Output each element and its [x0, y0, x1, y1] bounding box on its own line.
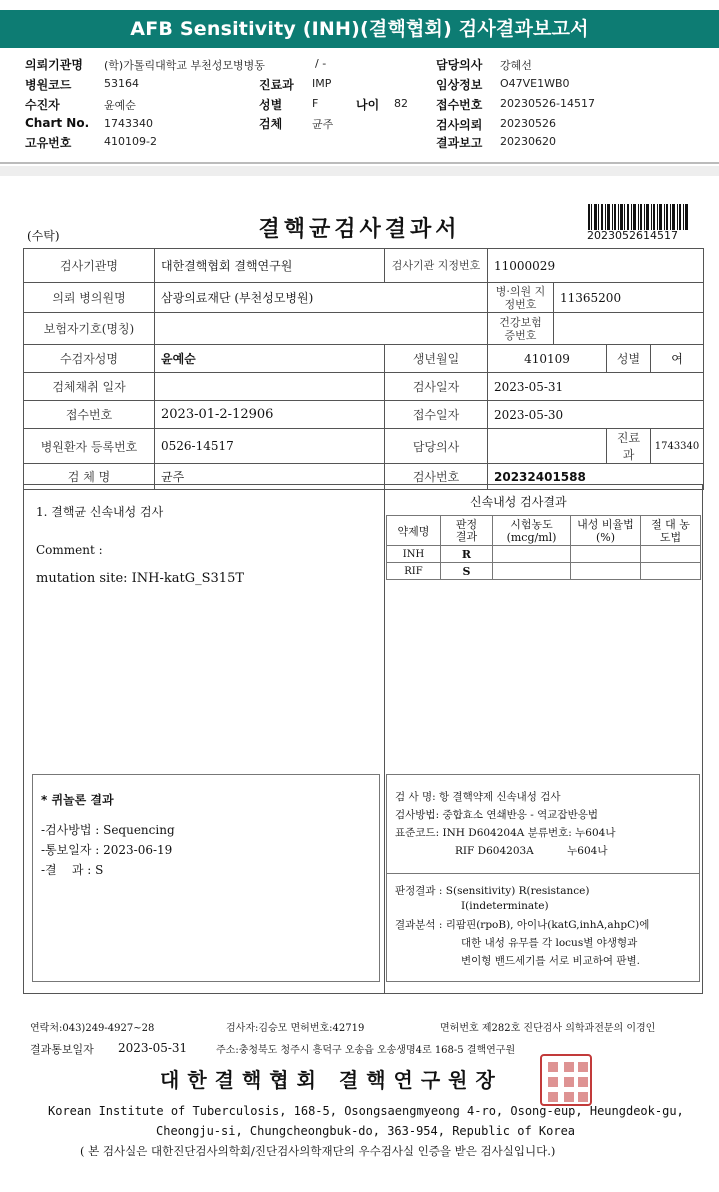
- drug-concentration: [493, 546, 571, 563]
- req-hosp-value: 삼광의료재단 (부천성모병원): [155, 283, 488, 313]
- age-value: 82: [394, 97, 408, 110]
- comment-label: Comment :: [36, 543, 103, 557]
- sex-cell-value: 여: [651, 345, 704, 373]
- lab-code-header: 검사기관 지정번호: [385, 249, 488, 283]
- notify-date-label: 결과통보일자: [30, 1043, 94, 1056]
- consignment-tag: (수탁): [27, 229, 60, 243]
- unique-value: 410109-2: [104, 135, 157, 148]
- document-title: 결핵균검사결과서: [258, 216, 461, 242]
- specimen-label: 검체: [259, 117, 283, 131]
- age-label: 나이: [356, 98, 380, 112]
- quinolone-box: [32, 774, 380, 982]
- test-date-header: 검사일자: [385, 373, 488, 401]
- sex-header: 성별: [607, 345, 651, 373]
- pt-no-header: 병원환자 등록번호: [24, 429, 155, 464]
- report-label: 결과보고: [436, 136, 483, 150]
- report-value: 20230620: [500, 135, 556, 148]
- specimen-header: 검 체 명: [24, 464, 155, 490]
- lab-code-value: 11000029: [488, 249, 704, 283]
- rapid-result-heading: 신속내성 검사결과: [470, 495, 567, 509]
- birth-value: 410109: [488, 345, 607, 373]
- receipt-label: 접수번호: [436, 98, 483, 112]
- examiner-info: 검사자:김승모 면허번호:42719: [226, 1023, 365, 1034]
- dept-label: 진료과: [259, 78, 294, 92]
- drug-ratio: [571, 546, 641, 563]
- doctor-cell-value: [488, 429, 607, 464]
- barcode-icon: [588, 204, 688, 230]
- lab-org-header: 검사기관명: [24, 249, 155, 283]
- name-value: 윤예순: [155, 345, 385, 373]
- drug-result: R: [441, 546, 493, 563]
- req-hosp-header: 의뢰 병의원명: [24, 283, 155, 313]
- analysis-line3: 변이형 밴드세기를 서로 비교하여 판별.: [461, 955, 640, 967]
- doctor-value: 강혜선: [500, 59, 532, 72]
- insurer-header: 보험자기호(명칭): [24, 313, 155, 345]
- col-concentration: 시험농도 (mcg/ml): [493, 516, 571, 546]
- referral-org-value: (학)가톨릭대학교 부천성모병병동: [104, 59, 265, 72]
- chart-label: Chart No.: [25, 116, 90, 130]
- referral-org-extra: / -: [315, 57, 327, 70]
- english-address-line1: Korean Institute of Tuberculosis, 168-5, Osongsaengmyeong 4-ro, Osong-eup, Heungdeok-gu,: [48, 1104, 684, 1118]
- test-method: 검사방법: 중합효소 연쇄반응 - 역교잡반응법: [395, 809, 599, 821]
- sex-value: F: [312, 97, 319, 110]
- hospital-code-label: 병원코드: [25, 78, 72, 92]
- patient-label: 수진자: [25, 98, 60, 112]
- collect-header: 검체채취 일자: [24, 373, 155, 401]
- results-column-divider: [384, 484, 385, 994]
- clinical-value: O47VE1WB0: [500, 77, 570, 90]
- quinolone-title: * 퀴놀론 결과: [41, 793, 114, 807]
- standard-code-inh: 표준코드: INH D604204A 분류번호: 누604나: [395, 827, 616, 839]
- test-date-value: 2023-05-31: [488, 373, 704, 401]
- birth-header: 생년월일: [385, 345, 488, 373]
- collect-value: [155, 373, 385, 401]
- standard-code-rif: RIF D604203A 누604나: [455, 845, 608, 857]
- dept-value: IMP: [312, 77, 332, 90]
- analysis-line2: 대한 내성 유무를 각 locus별 야생형과: [461, 937, 638, 949]
- drug-concentration: [493, 563, 571, 580]
- doctor-label: 담당의사: [436, 58, 483, 72]
- dept-cell-value: 1743340: [651, 429, 704, 464]
- health-header: 건강보험 증번호: [488, 313, 554, 345]
- doctor-header: 담당의사: [385, 429, 488, 464]
- pt-no-value: 0526-14517: [155, 429, 385, 464]
- director-signature: 대한결핵협회 결핵연구원장: [160, 1068, 503, 1092]
- hospital-code-value: 53164: [104, 77, 139, 90]
- hosp-code-value: 11365200: [554, 283, 704, 313]
- report-meta: [0, 52, 719, 164]
- official-seal-icon: [540, 1054, 592, 1106]
- dept-header: 진료과: [607, 429, 651, 464]
- health-value: [554, 313, 704, 345]
- analysis-line1: 결과분석 : 리팜핀(rpoB), 아이나(katG,inhA,ahpC)에: [395, 919, 650, 931]
- quinolone-notify: -통보일자 : 2023-06-19: [41, 843, 173, 857]
- hosp-code-header: 병·의원 지정번호: [488, 283, 554, 313]
- drug-ratio: [571, 563, 641, 580]
- specimen-cell-value: 균주: [155, 464, 385, 490]
- referral-org-label: 의뢰기관명: [25, 58, 83, 72]
- request-value: 20230526: [500, 117, 556, 130]
- request-label: 검사의뢰: [436, 118, 483, 132]
- col-result: 판정 결과: [441, 516, 493, 546]
- insurer-value: [155, 313, 488, 345]
- drug-result: S: [441, 563, 493, 580]
- details-divider: [387, 873, 699, 874]
- report-title-banner: AFB Sensitivity (INH)(결핵협회) 검사결과보고서: [0, 10, 719, 48]
- patient-info-table: [23, 248, 704, 490]
- sex-label: 성별: [259, 98, 283, 112]
- receipt-header: 접수번호: [24, 401, 155, 429]
- chart-value: 1743340: [104, 117, 153, 130]
- test-no-value: 20232401588: [488, 464, 704, 490]
- name-header: 수검자성명: [24, 345, 155, 373]
- clinical-label: 임상정보: [436, 78, 483, 92]
- notify-date-value: 2023-05-31: [118, 1041, 188, 1055]
- drug-absolute: [641, 546, 701, 563]
- contact-info: 연락처:043)249-4927~28: [30, 1023, 155, 1034]
- certification-note: ( 본 검사실은 대한진단검사의학회/진단검사의학재단의 우수검사실 인증을 받은 검사실입니다.): [80, 1144, 556, 1158]
- lab-org-value: 대한결핵협회 결핵연구원: [155, 249, 385, 283]
- patient-value: 윤예순: [104, 99, 136, 112]
- license-info: 면허번호 제282호 진단검사 의학과전문의 이경인: [440, 1023, 656, 1034]
- test-details-box: [386, 774, 700, 982]
- col-ratio: 내성 비율법(%): [571, 516, 641, 546]
- quinolone-result: -결 과 : S: [41, 863, 104, 877]
- col-absolute: 절 대 농도법: [641, 516, 701, 546]
- scanned-document: [0, 176, 719, 1192]
- drug-name: INH: [387, 546, 441, 563]
- quinolone-method: -검사방법 : Sequencing: [41, 823, 175, 837]
- divider: [0, 162, 719, 164]
- receipt-cell-value: 2023-01-2-12906: [155, 401, 385, 429]
- test-no-header: 검사번호: [385, 464, 488, 490]
- unique-label: 고유번호: [25, 136, 72, 150]
- test-name: 검 사 명: 항 결핵약제 신속내성 검사: [395, 791, 561, 803]
- rapid-test-heading: 1. 결핵균 신속내성 검사: [36, 505, 164, 519]
- receipt-date-value: 2023-05-30: [488, 401, 704, 429]
- receipt-date-header: 접수일자: [385, 401, 488, 429]
- drug-absolute: [641, 563, 701, 580]
- specimen-value: 균주: [312, 118, 334, 131]
- divider-band: [0, 166, 719, 176]
- english-address-line2: Cheongju-si, Chungcheongbuk-do, 363-954, Republic of Korea: [156, 1124, 576, 1138]
- barcode-number: 2023052614517: [587, 229, 678, 242]
- mutation-site: mutation site: INH-katG_S315T: [36, 571, 245, 586]
- judgement-line1: 판정결과 : S(sensitivity) R(resistance): [395, 885, 590, 897]
- lab-address: 주소:충청북도 청주시 흥덕구 오송읍 오송생명4로 168-5 결핵연구원: [216, 1045, 516, 1056]
- drug-name: RIF: [387, 563, 441, 580]
- receipt-value: 20230526-14517: [500, 97, 595, 110]
- judgement-line2: I(indeterminate): [461, 900, 549, 912]
- rapid-result-table: [386, 515, 701, 580]
- col-drug: 약제명: [387, 516, 441, 546]
